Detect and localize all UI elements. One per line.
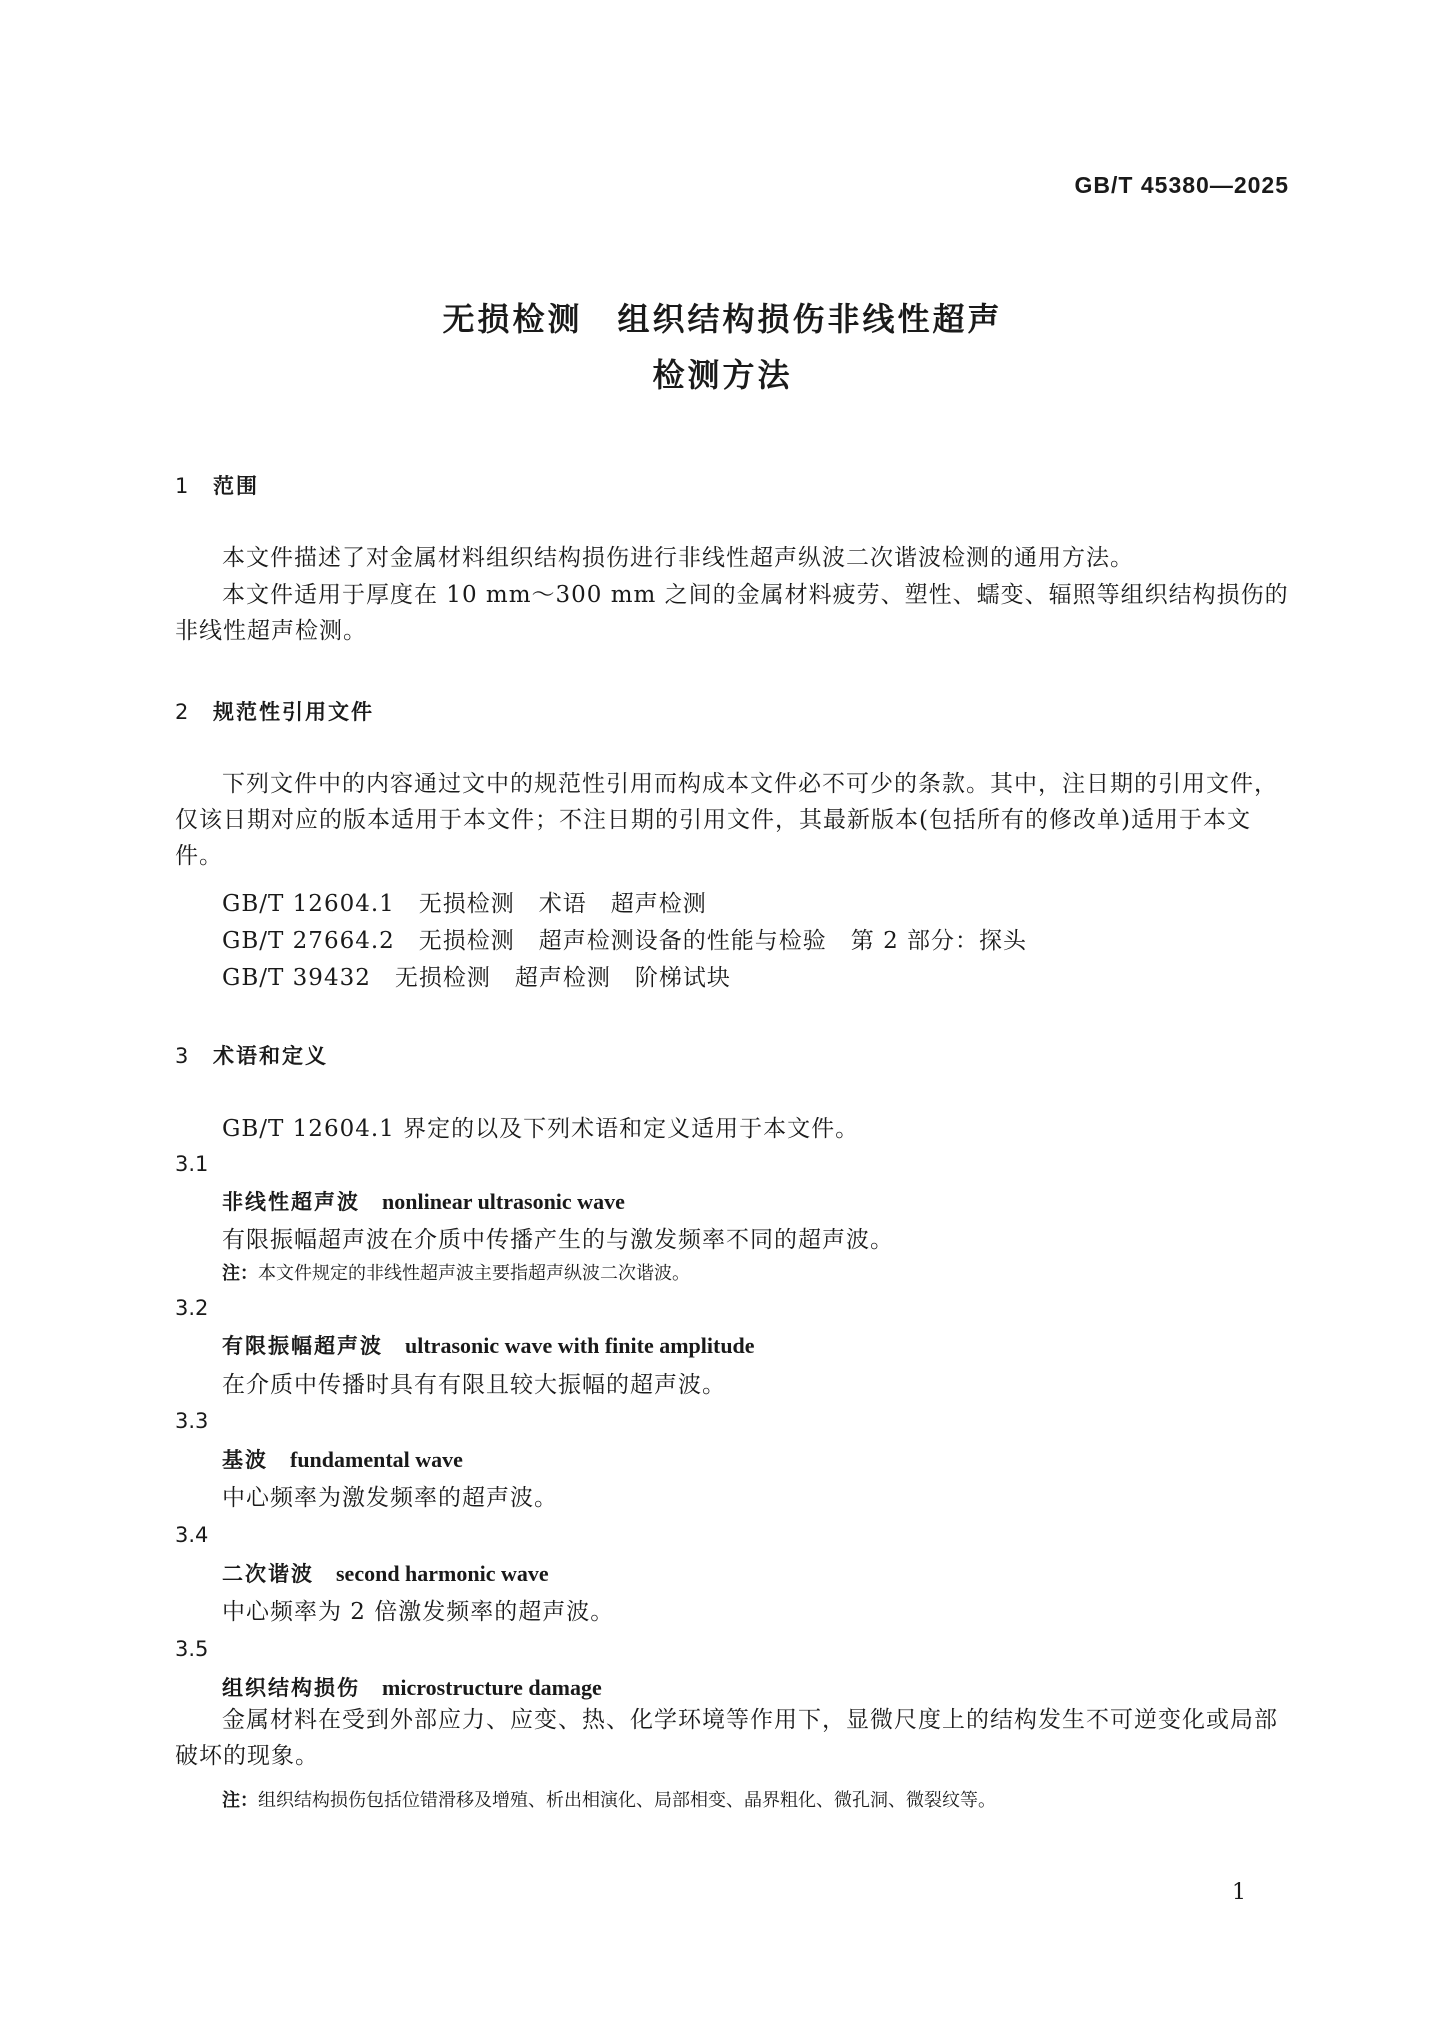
term-heading [222, 1330, 755, 1360]
term-note [222, 1786, 996, 1812]
term-number: 3.3 [175, 1409, 209, 1433]
term-zh: 基波 [222, 1448, 268, 1472]
section-title: 规范性引用文件 [213, 700, 374, 724]
section-title: 范围 [213, 474, 259, 498]
term-note [222, 1259, 690, 1285]
term-definition: 有限振幅超声波在介质中传播产生的与激发频率不同的超声波。 [222, 1227, 894, 1253]
term-heading [222, 1672, 602, 1702]
document-title-line-1: 无损检测 组织结构损伤非线性超声 [442, 300, 1003, 338]
paragraph: 下列文件中的内容通过文中的规范性引用而构成本文件必不可少的条款。其中，注日期的引用文件，仅该日期对应的版本适用于本文件；不注日期的引用文件，其最新版本(包括所有的修改单)适用于本文件。 [175, 771, 1278, 869]
section-number: 1 [175, 474, 191, 498]
term-definition: 中心频率为 2 倍激发频率的超声波。 [222, 1599, 615, 1625]
term-zh: 有限振幅超声波 [222, 1334, 383, 1358]
document-title-line-2: 检测方法 [652, 356, 793, 394]
paragraph: 本文件描述了对金属材料组织结构损伤进行非线性超声纵波二次谐波检测的通用方法。 [222, 545, 1134, 571]
normative-reference: GB/T 39432 无损检测 超声检测 阶梯试块 [222, 965, 731, 991]
term-en: microstructure damage [382, 1675, 602, 1700]
note-text: 组织结构损伤包括位错滑移及增殖、析出相演化、局部相变、晶界粗化、微孔洞、微裂纹等。 [258, 1790, 996, 1811]
term-definition: 金属材料在受到外部应力、应变、热、化学环境等作用下，显微尺度上的结构发生不可逆变化或局部破坏的现象。 [175, 1707, 1278, 1769]
section-1-heading [175, 470, 259, 500]
paragraph: 本文件适用于厚度在 10 mm～300 mm 之间的金属材料疲劳、塑性、蠕变、辐照等组织结构损伤的非线性超声检测。 [175, 582, 1289, 644]
page-number: 1 [1232, 1880, 1246, 1905]
normative-reference: GB/T 27664.2 无损检测 超声检测设备的性能与检验 第 2 部分：探头 [222, 928, 1028, 954]
normative-reference: GB/T 12604.1 无损检测 术语 超声检测 [222, 891, 707, 917]
term-heading [222, 1558, 549, 1588]
section-number: 3 [175, 1044, 191, 1068]
term-number: 3.4 [175, 1523, 209, 1547]
term-en: ultrasonic wave with finite amplitude [405, 1333, 755, 1358]
term-heading [222, 1444, 463, 1474]
term-number: 3.5 [175, 1637, 209, 1661]
term-zh: 组织结构损伤 [222, 1676, 360, 1700]
standard-number: GB/T 45380—2025 [1074, 172, 1289, 198]
term-definition: 在介质中传播时具有有限且较大振幅的超声波。 [222, 1372, 726, 1398]
section-title: 术语和定义 [213, 1044, 328, 1068]
term-number: 3.1 [175, 1152, 209, 1176]
section-2-heading [175, 696, 374, 726]
note-label: 注： [222, 1790, 258, 1811]
term-definition: 中心频率为激发频率的超声波。 [222, 1485, 558, 1511]
section-3-heading [175, 1040, 328, 1070]
note-label: 注： [222, 1263, 258, 1284]
section-number: 2 [175, 700, 191, 724]
term-heading [222, 1186, 625, 1216]
note-text: 本文件规定的非线性超声波主要指超声纵波二次谐波。 [258, 1263, 690, 1284]
paragraph: GB/T 12604.1 界定的以及下列术语和定义适用于本文件。 [222, 1116, 860, 1142]
term-zh: 二次谐波 [222, 1562, 314, 1586]
term-en: fundamental wave [290, 1447, 463, 1472]
term-en: nonlinear ultrasonic wave [382, 1189, 625, 1214]
term-number: 3.2 [175, 1296, 209, 1320]
term-zh: 非线性超声波 [222, 1190, 360, 1214]
term-en: second harmonic wave [336, 1561, 549, 1586]
